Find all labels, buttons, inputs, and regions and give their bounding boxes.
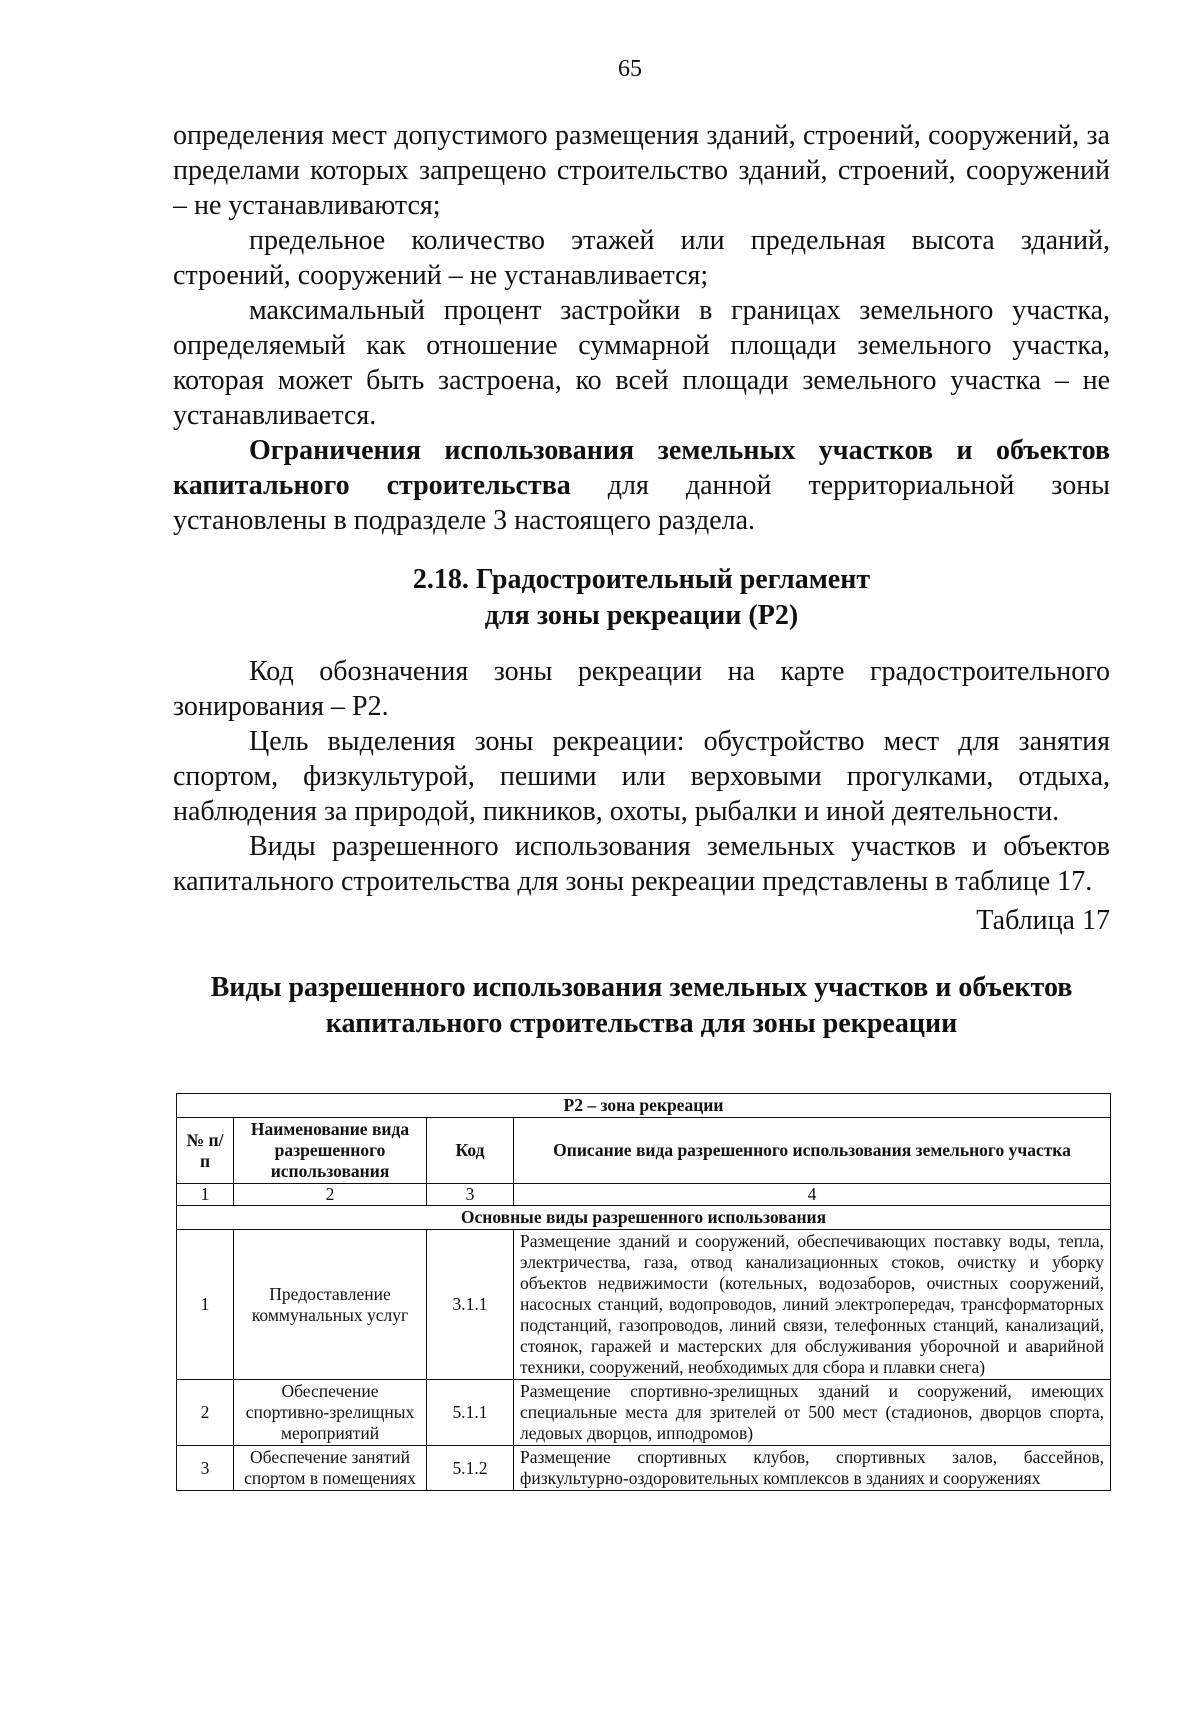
table-row [177, 1230, 1111, 1380]
table-caption: Таблица 17 [976, 905, 1110, 936]
column-number: 4 [514, 1184, 1111, 1206]
restrictions-text: для данной территориальной зоны установлены в подразделе 3 настоящего раздела. [173, 470, 1110, 536]
table-title-line2: капитального строительства для зоны рекреации [325, 1008, 958, 1039]
section-heading-line1: 2.18. Градостроительный регламент [412, 564, 871, 595]
table-row [177, 1446, 1111, 1491]
row-name: Предоставление коммунальных услуг [234, 1230, 427, 1380]
header-name: Наименование вида разрешенного использования [234, 1118, 427, 1184]
header-num: № п/п [177, 1118, 234, 1184]
table-title [173, 970, 1110, 1042]
section-heading [173, 562, 1110, 634]
section-heading-line2: для зоны рекреации (Р2) [484, 600, 799, 631]
restrictions-bold-text: Ограничения использования земельных участков и объектов капитального строительства [173, 435, 1110, 501]
row-desc: Размещение зданий и сооружений, обеспечивающих поставку воды, тепла, электричества, газа, отвод канализационных стоков, очистку и уборку объектов недвижимости (котельных, водозаборов, очистных сооружений, насосных станций, водопроводов, линий электропередач, трансформаторных подстанций, газопроводов, линий связи, телефонных станций, канализаций, стоянок, гаражей и мастерских для обслуживания уборочной и аварийной техники, сооружений, необходимых для сбора и плавки снега) [514, 1230, 1111, 1380]
document-body [173, 118, 1110, 1062]
paragraph-building-percent: максимальный процент застройки в границах земельного участка, определяемый как отношение суммарной площади земельного участка, которая может быть застроена, ко всей площади земельного участка – не устанавливается. [173, 295, 1110, 431]
paragraph-zone-purpose: Цель выделения зоны рекреации: обустройство мест для занятия спортом, физкультурой, пешими или верховыми прогулками, отдыха, наблюдения за природой, пикников, охоты, рыбалки и иной деятельности. [173, 726, 1110, 827]
row-desc: Размещение спортивных клубов, спортивных залов, бассейнов, физкультурно-оздоровительных комплексов в зданиях и сооружениях [514, 1446, 1111, 1491]
column-number: 3 [427, 1184, 514, 1206]
header-desc: Описание вида разрешенного использования земельного участка [514, 1118, 1111, 1184]
column-number-row [177, 1184, 1111, 1206]
table-title-line1: Виды разрешенного использования земельных участков и объектов [210, 972, 1073, 1003]
row-name: Обеспечение занятий спортом в помещениях [234, 1446, 427, 1491]
row-code: 5.1.1 [427, 1380, 514, 1446]
paragraph-usage-types: Виды разрешенного использования земельных участков и объектов капитального строительства для зоны рекреации представлены в таблице 17. [173, 831, 1110, 897]
paragraph-restrictions [173, 433, 1110, 538]
row-code: 3.1.1 [427, 1230, 514, 1380]
table-row [177, 1380, 1111, 1446]
header-code: Код [427, 1118, 514, 1184]
paragraph-placement-limits: определения мест допустимого размещения зданий, строений, сооружений, за пределами которых запрещено строительство зданий, строений, сооружений – не устанавливаются; [173, 120, 1110, 221]
zone-header: Р2 – зона рекреации [177, 1094, 1111, 1118]
paragraph-floors-limit: предельное количество этажей или предельная высота зданий, строений, сооружений – не устанавливается; [173, 225, 1110, 291]
column-number: 2 [234, 1184, 427, 1206]
page-number: 65 [618, 56, 642, 82]
row-num: 3 [177, 1446, 234, 1491]
row-name: Обеспечение спортивно-зрелищных мероприятий [234, 1380, 427, 1446]
row-num: 2 [177, 1380, 234, 1446]
column-number: 1 [177, 1184, 234, 1206]
paragraph-zone-code: Код обозначения зоны рекреации на карте градостроительного зонирования – Р2. [173, 656, 1110, 722]
usage-table [176, 1093, 1111, 1491]
row-num: 1 [177, 1230, 234, 1380]
section-title-row: Основные виды разрешенного использования [177, 1206, 1111, 1230]
row-code: 5.1.2 [427, 1446, 514, 1491]
row-desc: Размещение спортивно-зрелищных зданий и сооружений, имеющих специальные места для зрителей от 500 мест (стадионов, дворцов спорта, ледовых дворцов, ипподромов) [514, 1380, 1111, 1446]
